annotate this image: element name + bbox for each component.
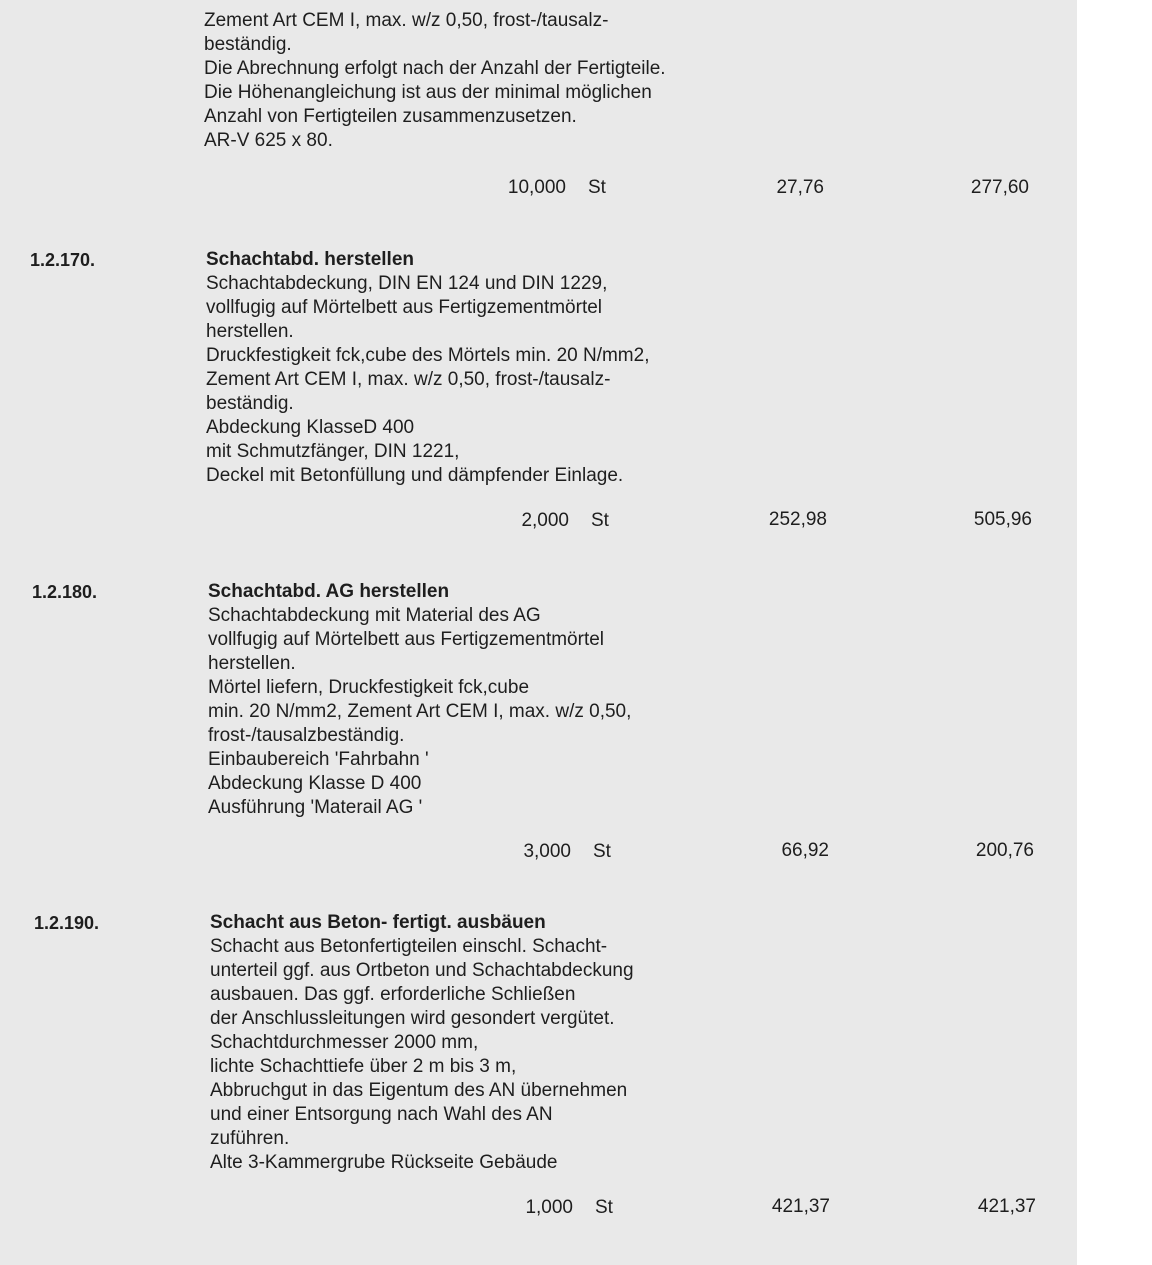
description-line: Abdeckung KlasseD 400	[206, 417, 415, 438]
description-line: Abbruchgut in das Eigentum des AN übernehmen	[210, 1080, 628, 1101]
description-line: lichte Schachttiefe über 2 m bis 3 m,	[210, 1056, 517, 1077]
description-line: herstellen.	[206, 321, 294, 342]
description-line: Schachtabdeckung mit Material des AG	[208, 605, 541, 626]
description-line: Mörtel liefern, Druckfestigkeit fck,cube	[208, 677, 530, 698]
description-line: der Anschlussleitungen wird gesondert vergütet.	[210, 1008, 615, 1029]
item-description	[208, 580, 768, 820]
total-price: 277,60	[970, 177, 1029, 198]
total-price: 200,76	[975, 840, 1034, 861]
quantity: 1,000	[525, 1197, 573, 1218]
item-title: Schachtabd. AG herstellen	[208, 581, 450, 602]
unit-price: 421,37	[771, 1196, 830, 1217]
description-line: frost-/tausalzbeständig.	[208, 725, 405, 746]
unit-price: 252,98	[768, 509, 827, 530]
description-line: Anzahl von Fertigteilen zusammenzusetzen.	[204, 106, 577, 127]
description-line: Die Abrechnung erfolgt nach der Anzahl der Fertigteile.	[204, 58, 666, 79]
unit-price: 27,76	[776, 177, 824, 198]
description-line: min. 20 N/mm2, Zement Art CEM I, max. w/z 0,50,	[208, 701, 632, 722]
unit: St	[595, 1197, 613, 1218]
item-description	[206, 248, 766, 488]
description-line: Zement Art CEM I, max. w/z 0,50, frost-/tausalz-	[204, 10, 609, 31]
description-line: Schacht aus Betonfertigteilen einschl. Schacht-	[210, 936, 608, 957]
item-title: Schachtabd. herstellen	[206, 249, 415, 270]
description-line: Schachtdurchmesser 2000 mm,	[210, 1032, 479, 1053]
description-line: Abdeckung Klasse D 400	[208, 773, 422, 794]
unit: St	[591, 510, 609, 531]
description-line: Schachtabdeckung, DIN EN 124 und DIN 1229,	[206, 273, 608, 294]
description-line: vollfugig auf Mörtelbett aus Fertigzementmörtel	[208, 629, 605, 650]
description-line: Einbaubereich 'Fahrbahn '	[208, 749, 429, 770]
quantity: 3,000	[523, 841, 571, 862]
unit: St	[588, 177, 606, 198]
description-line: beständig.	[204, 34, 292, 55]
unit: St	[593, 841, 611, 862]
unit-price: 66,92	[781, 840, 829, 861]
quantity: 2,000	[521, 510, 569, 531]
description-line: und einer Entsorgung nach Wahl des AN	[210, 1104, 553, 1125]
item-title: Schacht aus Beton- fertigt. ausbäuen	[210, 912, 546, 933]
description-line: Druckfestigkeit fck,cube des Mörtels min. 20 N/mm2,	[206, 345, 650, 366]
description-line: Die Höhenangleichung ist aus der minimal möglichen	[204, 82, 652, 103]
description-line: AR-V 625 x 80.	[204, 130, 333, 151]
quantity: 10,000	[507, 177, 566, 198]
description-line: beständig.	[206, 393, 294, 414]
description-line: Deckel mit Betonfüllung und dämpfender Einlage.	[206, 465, 624, 486]
description-line: zuführen.	[210, 1128, 290, 1149]
description-line: mit Schmutzfänger, DIN 1221,	[206, 441, 460, 462]
position-number: 1.2.190.	[34, 913, 100, 933]
description-line: herstellen.	[208, 653, 296, 674]
position-number: 1.2.180.	[32, 582, 98, 602]
intro-description	[204, 9, 764, 153]
description-line: ausbauen. Das ggf. erforderliche Schließen	[210, 984, 576, 1005]
position-number: 1.2.170.	[30, 250, 96, 270]
item-description	[210, 911, 770, 1175]
description-line: Ausführung 'Materail AG '	[208, 797, 423, 818]
total-price: 505,96	[973, 509, 1032, 530]
description-line: Alte 3-Kammergrube Rückseite Gebäude	[210, 1152, 558, 1173]
description-line: vollfugig auf Mörtelbett aus Fertigzementmörtel	[206, 297, 603, 318]
description-line: unterteil ggf. aus Ortbeton und Schachtabdeckung	[210, 960, 634, 981]
total-price: 421,37	[977, 1196, 1036, 1217]
description-line: Zement Art CEM I, max. w/z 0,50, frost-/tausalz-	[206, 369, 611, 390]
